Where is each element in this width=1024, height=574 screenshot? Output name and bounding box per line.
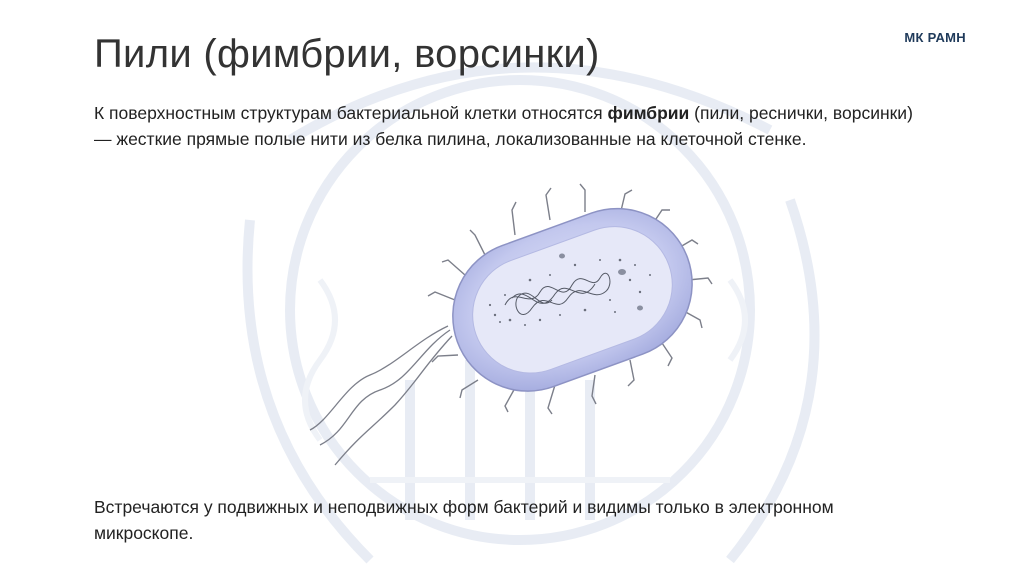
page-title: Пили (фимбрии, ворсинки) [94,32,600,76]
intro-paragraph [94,100,924,152]
intro-text-end: (пили, реснички, ворсинки) — жесткие прямые полые нити из белка пилина, локализованные на клеточной стенке. [94,103,913,149]
brand-logo: МК РАМН [904,30,966,45]
footer-paragraph: Встречаются у подвижных и неподвижных форм бактерий и видимы только в электронном микроскопе. [94,497,834,543]
intro-text-start: К поверхностным структурам бактериальной клетки относятся [94,103,608,123]
bacterium-illustration [300,180,720,470]
flagella [310,326,452,465]
cell-body [432,187,714,412]
intro-text-bold: фимбрии [607,103,690,123]
